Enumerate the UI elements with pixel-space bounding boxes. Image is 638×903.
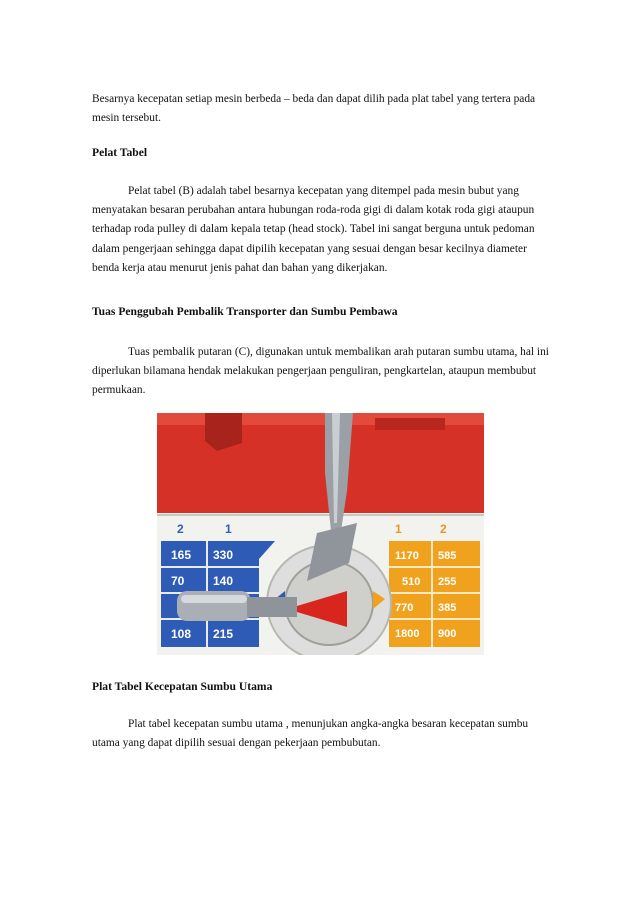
right-cell: 770 [395, 602, 414, 614]
heading-tuas: Tuas Penggubah Pembalik Transporter dan Sumbu Pembawa [92, 305, 398, 318]
right-cell: 255 [438, 576, 457, 588]
left-cell: 215 [213, 627, 234, 641]
left-cell: 140 [213, 574, 234, 588]
heading-pelat-tabel: Pelat Tabel [92, 146, 148, 159]
heading-plat-tabel: Plat Tabel Kecepatan Sumbu Utama [92, 680, 273, 693]
right-cell: 900 [438, 628, 457, 640]
tuas-paragraph: Tuas pembalik putaran (C), digunakan untuk membalikan arah putaran sumbu utama, hal ini diperlukan bilamana hendak melakukan pengerjaan penguliran, pengkartelan, ataupun membubut permukaan. [92, 346, 549, 397]
pelat-tabel-paragraph: Pelat tabel (B) adalah tabel besarnya kecepatan yang ditempel pada mesin bubut yang menyatakan besaran perubahan antara hubungan roda-roda gigi di dalam kotak roda gigi ataupun terhadap roda pulley di dalam kepala tetap (head stock). Tabel ini sangat berguna untuk pedoman dalam pengerjaan sehingga dapat dipilih kecepatan yang sesuai dengan besar kecilnya diameter benda kerja atau menurut jenis pahat dan bahan yang dikerjakan. [92, 185, 535, 274]
lever-speed-plate-photo [157, 413, 484, 655]
right-cell: 510 [402, 576, 421, 588]
left-header-2: 2 [177, 522, 184, 536]
left-cell: 70 [171, 574, 185, 588]
right-header-1: 1 [395, 522, 402, 536]
right-cell: 585 [438, 550, 457, 562]
right-header-2: 2 [440, 522, 447, 536]
left-cell: 330 [213, 548, 234, 562]
right-cell: 385 [438, 602, 457, 614]
left-header-1: 1 [225, 522, 232, 536]
right-cell: 1800 [395, 628, 420, 640]
right-cell: 1170 [395, 550, 419, 562]
left-cell: 108 [171, 627, 192, 641]
left-cell: 165 [171, 548, 192, 562]
intro-paragraph: Besarnya kecepatan setiap mesin berbeda – beda dan dapat dilih pada plat tabel yang tertera pada mesin tersebut. [92, 93, 536, 125]
plat-tabel-paragraph: Plat tabel kecepatan sumbu utama , menunjukan angka-angka besaran kecepatan sumbu utama yang dapat dipilih sesuai dengan pekerjaan pembubutan. [92, 718, 529, 750]
